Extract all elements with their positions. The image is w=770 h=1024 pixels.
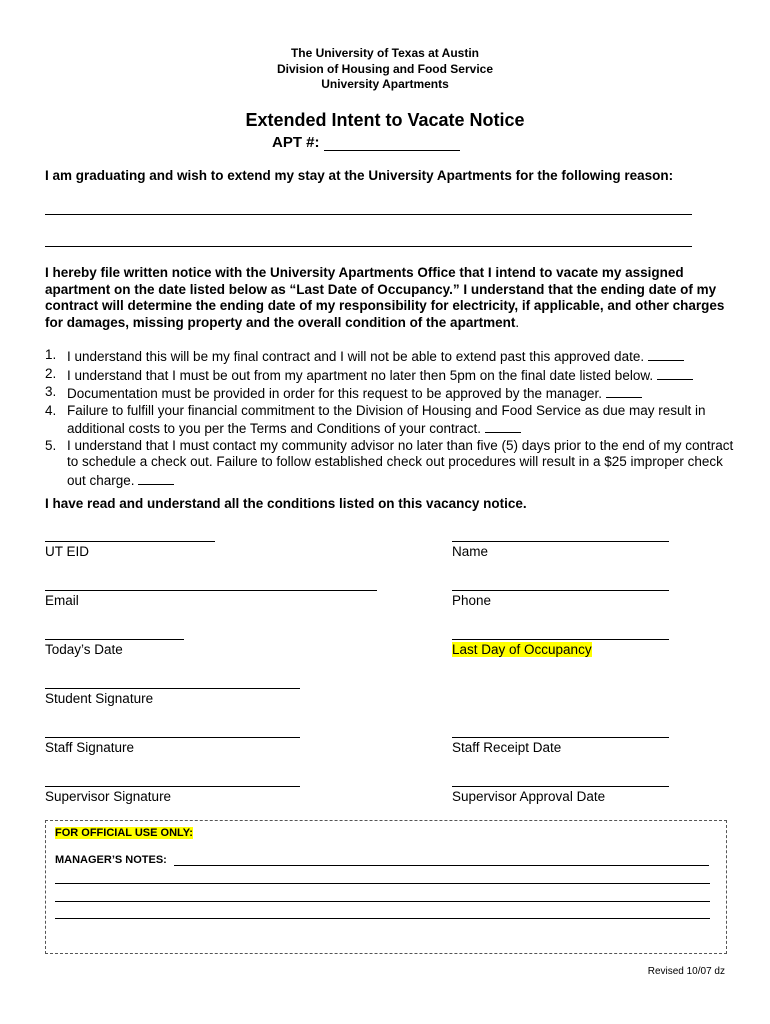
condition-number: 1. xyxy=(45,347,57,362)
email-line[interactable] xyxy=(45,590,377,591)
managers-notes-line-1[interactable] xyxy=(174,865,709,866)
phone-line[interactable] xyxy=(452,590,669,591)
condition-number: 4. xyxy=(45,402,57,418)
student-signature-label: Student Signature xyxy=(45,691,154,706)
initial-blank[interactable] xyxy=(648,347,684,361)
todays-date-line[interactable] xyxy=(45,639,184,640)
official-use-title: FOR OFFICIAL USE ONLY: xyxy=(55,827,193,839)
todays-date-label: Today’s Date xyxy=(45,642,123,657)
initial-blank[interactable] xyxy=(485,419,521,433)
student-signature-line[interactable] xyxy=(45,688,300,689)
ut-eid-label: UT EID xyxy=(45,544,90,559)
page-title: Extended Intent to Vacate Notice xyxy=(245,110,525,130)
supervisor-approval-date-label: Supervisor Approval Date xyxy=(452,789,606,804)
condition-item xyxy=(45,384,735,403)
acknowledgement: I have read and understand all the conditions listed on this vacancy notice. xyxy=(45,496,527,511)
staff-signature-line[interactable] xyxy=(45,737,300,738)
last-day-line[interactable] xyxy=(452,639,669,640)
notice-period: . xyxy=(515,314,520,330)
name-line[interactable] xyxy=(452,541,669,542)
supervisor-signature-line[interactable] xyxy=(45,786,300,787)
apt-label: APT #: xyxy=(272,134,320,151)
managers-notes-line-2[interactable] xyxy=(55,883,710,884)
header-division: Division of Housing and Food Service xyxy=(276,62,494,76)
staff-receipt-date-label: Staff Receipt Date xyxy=(452,740,562,755)
notice-text: I hereby file written notice with the University Apartments Office that I intend to vacate my assigned apartment on the date listed below as “Last Date of Occupancy.” I understand that the ending date of my contract will determine the ending date of my responsibility for electricity, if applicable, and other charges for damages, missing property and the overall condition of the apartment xyxy=(45,265,725,330)
reason-line-1[interactable] xyxy=(45,214,692,215)
staff-receipt-date-line[interactable] xyxy=(452,737,669,738)
initial-blank[interactable] xyxy=(138,471,174,485)
revision-note: Revised 10/07 dz xyxy=(647,966,725,977)
initial-blank[interactable] xyxy=(657,366,693,380)
condition-number: 3. xyxy=(45,384,57,399)
condition-item xyxy=(45,366,735,385)
last-day-label: Last Day of Occupancy xyxy=(452,642,592,657)
condition-item xyxy=(45,403,735,438)
supervisor-approval-date-line[interactable] xyxy=(452,786,669,787)
apt-number-field[interactable] xyxy=(272,134,460,151)
phone-label: Phone xyxy=(452,593,492,608)
condition-text: I understand this will be my final contract and I will not be able to extend past this approved date. xyxy=(67,349,645,364)
ut-eid-line[interactable] xyxy=(45,541,215,542)
condition-item xyxy=(45,438,735,490)
header-university: The University of Texas at Austin xyxy=(290,46,480,60)
reason-line-2[interactable] xyxy=(45,246,692,247)
condition-number: 5. xyxy=(45,437,57,453)
condition-text: Documentation must be provided in order for this request to be approved by the manager. xyxy=(67,386,603,401)
initial-blank[interactable] xyxy=(606,384,642,398)
condition-number: 2. xyxy=(45,365,57,381)
apt-input-line[interactable] xyxy=(324,136,460,151)
header-apartments: University Apartments xyxy=(321,77,449,91)
supervisor-signature-label: Supervisor Signature xyxy=(45,789,172,804)
conditions-list xyxy=(45,347,735,489)
managers-notes-line-3[interactable] xyxy=(55,901,710,902)
condition-text: I understand that I must be out from my apartment no later then 5pm on the final date listed below. xyxy=(67,367,654,383)
condition-text: I understand that I must contact my community advisor no later than five (5) days prior to the end of my contract to schedule a check out. Failure to follow established check out procedures will result in a $25 improper check out charge. xyxy=(67,437,734,488)
official-use-box xyxy=(45,820,727,954)
condition-item xyxy=(45,347,735,366)
managers-notes-label: MANAGER’S NOTES: xyxy=(55,854,167,866)
email-label: Email xyxy=(45,593,79,608)
notice-paragraph xyxy=(45,265,725,331)
managers-notes-line-4[interactable] xyxy=(55,918,710,919)
condition-text: Failure to fulfill your financial commitment to the Division of Housing and Food Service as due may result in additional costs to you per the Terms and Conditions of your contract. xyxy=(67,402,706,436)
name-label: Name xyxy=(452,544,489,559)
reason-prompt: I am graduating and wish to extend my stay at the University Apartments for the following reason: xyxy=(45,168,674,183)
staff-signature-label: Staff Signature xyxy=(45,740,135,755)
